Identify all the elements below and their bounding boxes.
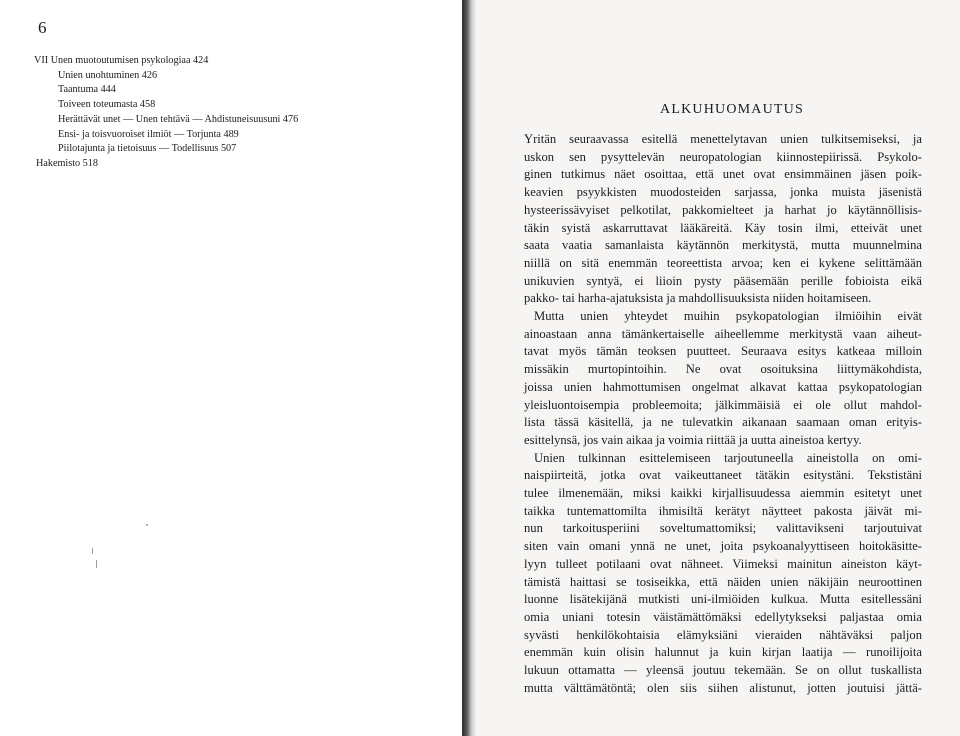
- toc-entry: Toiveen toteumasta 458: [58, 99, 156, 111]
- toc-entry: Taantuma 444: [58, 84, 116, 96]
- text-line: uskon sen pysyttelevän neuropatologian kiinnostepiirissä. Psykolo-: [524, 149, 922, 164]
- chapter-heading: ALKUHUOMAUTUS: [660, 102, 804, 117]
- text-line: naispiirteitä, jotka ovat vaikeuttaneet tätäkin esitystäni. Tekstistäni: [524, 468, 922, 483]
- text-line: omia uniani totesin väistämättömäksi edellytykseksi paljastaa omia: [524, 609, 922, 624]
- text-line: tämistä haittasi se tosiseikka, että näiden unien näkijäin neuroottinen: [524, 574, 922, 589]
- toc-entry: Hakemisto 518: [36, 157, 98, 169]
- text-line: luonne lisätekijänä mutkisti uni-ilmiöiden kulkua. Mutta esitellessäni: [524, 592, 922, 607]
- text-line: yleisluontoisempia probleemoita; jälkimmäisiä ei ole ollut mahdol-: [524, 397, 922, 412]
- text-line: tulee ilmenemään, miksi kaikki kirjallisuudessa aiemmin esitetyt unet: [524, 486, 922, 501]
- page-number: 6: [38, 18, 47, 37]
- text-line: Unien tulkinnan esittelemiseen tarjoutuneella aineistolla on omi-: [534, 450, 922, 465]
- book-gutter: [462, 0, 476, 736]
- table-of-contents: [34, 54, 298, 172]
- text-line: pakko- tai harha-ajatuksista ja mahdollisuuksista niiden hoitamiseen.: [524, 291, 872, 306]
- text-line: nun tarkoitusperiini soveltumattomiksi; valittavikseni tarjoutuivat: [524, 521, 922, 536]
- text-line: tavat myös tämän teoksen puutteet. Seuraava esitys katkeaa milloin: [524, 344, 922, 359]
- paper-speck: [92, 548, 93, 554]
- body-text: [524, 131, 922, 698]
- text-line: niillä on sitä enemmän teoreettista arvoa; ken ei kykene selittämään: [524, 255, 922, 270]
- toc-entry: VII Unen muotoutumisen psykologiaa 424: [34, 55, 209, 66]
- text-line: lista tässä käsitellä, ja ne tulevatkin aikanaan saamaan oman erityis-: [524, 415, 922, 430]
- text-line: lyyn tulleet potilaani ovat nähneet. Viimeksi mainitun aineiston käyt-: [524, 556, 922, 571]
- toc-entry: Unien unohtuminen 426: [58, 69, 158, 81]
- text-line: syvästi henkilökohtaisia elämyksiäni vieraiden nähtäväksi paljon: [524, 627, 922, 642]
- text-line: Mutta unien yhteydet muihin psykopatologian ilmiöihin eivät: [534, 309, 922, 324]
- text-line: siten vain omani ynnä ne unet, joita psykoanalyyttiseen hoitokäsitte-: [524, 539, 922, 554]
- toc-entry: Herättävät unet — Unen tehtävä — Ahdistuneisuusuni 476: [58, 113, 299, 125]
- paper-speck: [96, 560, 97, 568]
- text-line: lukuun ottamatta — yleensä joutuu tekemään. Se on ollut tuskallista: [524, 663, 922, 678]
- text-line: Yritän seuraavassa esitellä menettelytavan unien tulkitsemiseksi, ja: [524, 132, 922, 146]
- text-line: taikka tuntemattomilta ihmisiltä kerätyt näytteet pakosta jäivät mi-: [524, 503, 922, 518]
- toc-entry: Piilotajunta ja tietoisuus — Todellisuus 507: [58, 143, 237, 155]
- text-line: missäkin murtopintoihin. Ne ovat osoituksina liittymäkohdista,: [524, 362, 922, 377]
- text-line: keavien psyykkisten muodosteiden sarjassa, jonka muista jäsenistä: [524, 185, 922, 200]
- text-line: ainoastaan anna tämänkertaiselle aiheellemme merkitystä vaan aiheut-: [524, 326, 922, 341]
- left-page: [0, 0, 462, 736]
- toc-entry: Ensi- ja toisvuoroiset ilmiöt — Torjunta 489: [58, 128, 239, 140]
- paper-speck: [146, 524, 148, 526]
- text-line: joissa unien hahmottumisen ongelmat alkavat kattaa psykopatologian: [524, 379, 922, 394]
- text-line: ginen tutkimus näet osoittaa, että unet ovat ensimmäinen jäsen poik-: [524, 167, 922, 182]
- text-line: mutta välttämätöntä; olen siis siihen alistunut, jotten joutuisi jättä-: [524, 680, 922, 695]
- text-line: esittelynsä, jos vain aikaa ja voimia riittää ja uutta aineistoa kertyy.: [524, 432, 862, 447]
- text-line: täkin syistä askarruttavat lääkäreitä. Käy tosin ilmi, etteivät unet: [524, 220, 922, 235]
- text-line: enemmän kuin olisin halunnut ja kuin kirjan laatija — runoilijoita: [524, 645, 922, 660]
- text-line: hysteerissävyiset pelkotilat, pakkomielteet ja harhat jo käytännöllisis-: [524, 202, 922, 217]
- text-line: saata vaatia samanlaista käytännön merkitystä, mutta muunnelmina: [524, 238, 922, 253]
- text-line: unikuvien syntyä, ei liioin pysty pääsemään perille fobioista eikä: [524, 273, 922, 288]
